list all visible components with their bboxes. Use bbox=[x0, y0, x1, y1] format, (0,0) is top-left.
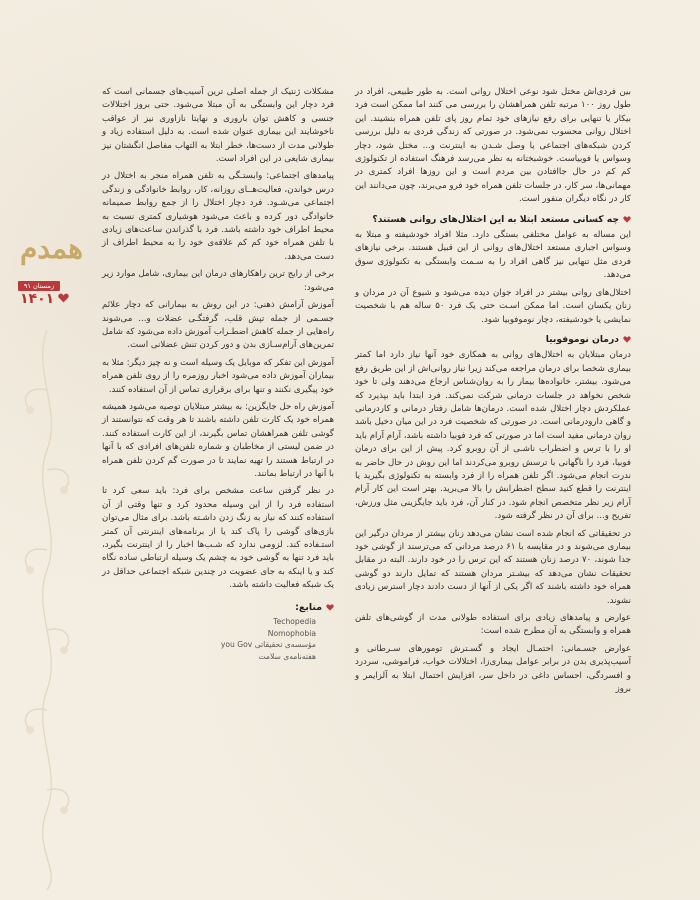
paragraph: در تحقیقاتی که انجام شده است نشان می‌دهد زنان بیشتر از مردان درگیر این بیماری می‌شوند و در مقایسه با ۶۱ درصد مردانی که می‌ترسند از گوشی خود جدا شوند، ۷۰ درصد زنان هستند که این ترس را در خود دارند. البته در مقابل تحقیقات نشان می‌دهد که بیشـتر مردان هستند که تمایل دارند دو گوشی همراه خود داشته باشند که اگر یکی از آنها از دست دادند دچار استرس زیادی نشوند. bbox=[355, 528, 631, 606]
sources-title: منابع: bbox=[295, 601, 322, 613]
source-item: Nomophobia bbox=[267, 628, 316, 638]
heart-bullet-icon bbox=[326, 604, 334, 611]
paragraph: درمان مبتلایان به اختلال‌های روانی به همکاری خود آنها نیاز دارد اما کمتر بیماری شخصا برای درمان مراجعه می‌کند زیرا نیاز روانی‌اش از این طریق رفع می‌شود. بیشتر، خانواده‌ها بیمار را به روان‌شناس ارجاع می‌دهند ولی تا خود شخص نخواهد در جلسات درمانی شرکت نمی‌کند. فرد ابتدا باید بپذیرد که عملکردش دچار اختلال شده است. درمان‌ها شامل رفتار درمانی و کاردرمانی و گاهی دارودرمانی است. در صورتی که شخصیت فرد در این میان دخیل باشد روان درمانی مفید است اما در صورتی که فرد فوبیا داشته باشد، آرام آرام باید او را با ترس و اضطراب ناشـی از آن روبرو کرد. پیش از این برای درمان فوبیا، فرد را ناگهانی با ترسش روبرو می‌کردند اما این روش در حال حاضر به ندرت انجام می‌شود. اگر تلفن همراه را از فرد وابسته به تکنولوژی بگیرید یا اینترنت را قطع کنید سطح اضطرابش را بالا می‌برید. بهتر است این کار آرام آرام زیر نظر متخصص انجام شود. در کنار آن، فرد باید جایگزینی مثل ورزش، تفریح و... برای آن در نظر گرفته شود. bbox=[355, 350, 631, 522]
sources-heading bbox=[102, 601, 334, 614]
left-column bbox=[102, 86, 334, 662]
paragraph: در نظر گرفتن ساعت مشخص برای فرد: باید سعی کرد تا استفاده فرد را از این وسیله محدود کرد و تنها وقتی از آن استفاده کنند که نیاز به زنگ زدن داشـته باشد. برای مثال می‌توان بازی‌های گوشی را پاک کند یا از برنامه‌های اینترنتی آن کمتر استـفاده کند. لزومی ندارد که شـب‌ها اخبار را از اینترنت بگیرد، باید فرد تنها به گوشی خود به چشم یک وسیله ارتباطی ساده نگاه کند و یا اینکه به جای عضویت در چندین شبکه اجتماعی حداقل در یک شبکه فعالیت داشته باشد. bbox=[102, 486, 334, 591]
source-item: Techopedia bbox=[273, 617, 316, 627]
brand-name: همدم bbox=[20, 232, 83, 265]
season-badge: زمستان ۹۱ bbox=[18, 281, 60, 291]
paragraph: این مساله به عوامل مختلفی بستگی دارد. مثلا افراد خودشیفته و مبتلا به وسواس اجباری مستعد اختلال‌های روانی از این قبیل هستند. برخی نیازهای فردی مثل تنهایی نیز گاهی افراد را به سـمت وابستگی به تکنولوژی سوق می‌دهد. bbox=[355, 230, 631, 281]
paragraph: عوارض و پیامدهای زیادی برای استفاده طولانی مدت از گوشی‌های تلفن همراه و وابستگی به آن مطرح شده است: bbox=[355, 613, 631, 637]
section-heading-treatment bbox=[355, 333, 631, 346]
paragraph: آموزش راه حل جایگزین: به بیشتر مبتلایان توصیه می‌شود همیشه همراه خود یک کارت تلفن داشته باشند تا هر وقت که نتوانستند از گوشی تلفن همراهشان تماس بگیرند، از این کارت استفاده کنند. در ضمن لیستی از مخاطبان و شماره تلفن‌های افرادی که با آنها در ارتباط هستند را تهیه نمایند تا در صورت گم کردن تلفن همراه با آنها در ارتباط بمانند. bbox=[102, 401, 334, 479]
paragraph: عوارض جسـمانی: احتمـال ایجاد و گسـترش تومورهای سـرطانی و آسیب‌پذیری بدن در برابر عوامل بیماری‌زا، اختلالات خواب، فراموشی، سردرد و افسردگی، احساس داغی در داخل سر، افزایش احتمال ابتلا به آلزایمر و بروز bbox=[355, 643, 631, 695]
paragraph: آموزش آرامش ذهنی: در این روش به بیمارانی که دچار علائم جسـمی از جمله تپش قلب، گرفتگـی عضلات و... می‌شوند راه‌هایی از جمله کاهش اضطـراب آموزش داده می‌شود که شامل تمرین‌های آرام‌سـازی بدن و دور کردن تنش عضلانی است. bbox=[102, 300, 334, 351]
right-column bbox=[355, 86, 631, 700]
paragraph: بین فردی‌اش مختل شود نوعی اختلال روانی است. به طور طبیعی، افراد در طول روز ۱۰۰ مرتبه تلفن همراهشان را بررسی می کنند اما ممکن است فرد بیکار یا تنهایی برای رفع نیازهای خود تمام روز پای تلفن همراه بنشیند. این اختلال روانی محسوب نمی‌شود. در صورتی که زندگی فردی به دلیل بررسی کردن شبکه‌های اجتماعی یا وصل شـدن به اینترنت و... مختل شود، دچار وسواس یا فوبیاست. خوشبختانه به نظر می‌رسد فرهنگ استفاده از تکنولوژی کم کم در حال جاافتادن بین مردم است و این روزها افراد کمتری در مهمانی‌ها، سر کار، در جلسات تلفن همراه خود فرو می‌برند، چون می‌دانند این کار در نگاه دیگران منفور است. bbox=[355, 87, 632, 205]
heart-bullet-icon bbox=[623, 216, 631, 223]
source-item: هفته‌نامه‌ی سلامت bbox=[258, 651, 316, 661]
sources-list bbox=[102, 616, 334, 662]
heart-bullet-icon bbox=[623, 336, 631, 343]
year-number: ۱۴۰۱ bbox=[20, 291, 55, 307]
floral-ornament bbox=[12, 330, 82, 890]
paragraph: اختلال‌های روانی بیشتر در افراد جوان دیده می‌شود و شیوع آن در مردان و زنان یکسان است. اما ممکن اسـت حتی یک فرد ۵۰ ساله هم با شخصیت نمایشی یا خودشیفته، دچار نوموفوبیا شود. bbox=[355, 287, 632, 325]
paragraph: پیامدهای اجتماعی: وابستـگی به تلفن همراه منجر به اختلال در درس خواندن، فعالیت‌هــای روزانه، کار، روابط خانوادگی و زندگی اجتماعی می‌شـود. فرد دچار اختلال را از جمع روابط صمیمانه خانوادگی دور کرده و باعث می‌شود هوشیاری کمتری نسبت به محیط اطراف خود داشته باشد. فرد با گذراندن ساعت‌های زیادی با تلفن همراه خود کم کم علاقه‌ی خود را به محیط اطراف از دست می‌دهد. bbox=[102, 171, 334, 262]
heading-text: درمان نوموفوبیا bbox=[545, 333, 619, 345]
section-heading-susceptible bbox=[355, 213, 631, 226]
paragraph: آموزش این تفکر که موبایل یک وسیله است و نه چیز دیگر: مثلا به بیماران آموزش داده می‌شود اخبار روزمره را از روی تلفن همراه خود پیگیری نکنند و تنها برای برقراری تماس از آن استفاده کنند. bbox=[101, 357, 334, 395]
source-item: مؤسسه‌ی تحقیقاتی you Gov bbox=[220, 640, 316, 650]
paragraph: برخی از رایج ترین راهکارهای درمان این بیماری، شامل موارد زیر می‌شود: bbox=[102, 269, 334, 293]
paragraph: مشکلات ژنتیک از جمله اصلی ترین آسیب‌های جسمانی است که فرد دچار این وابستگی به آن مبتلا می‌شود. حتی بروز اختلالات جنسی و کاهش توان باروری و نهایتا نازاوری نیز از عواقب ناخوشایند این بیماری عنوان شده است. به دلیل استفاده زیاد و طولانی مدت از دست‌ها، خطر ابتلا به التهاب مفاصل انگشتان نیز بیماری شایعی در این افراد است. bbox=[102, 87, 334, 165]
heart-logo-icon bbox=[58, 293, 69, 303]
heading-text: چه کسانی مستعد ابتلا به این اختلال‌های روانی هستند؟ bbox=[372, 213, 619, 225]
